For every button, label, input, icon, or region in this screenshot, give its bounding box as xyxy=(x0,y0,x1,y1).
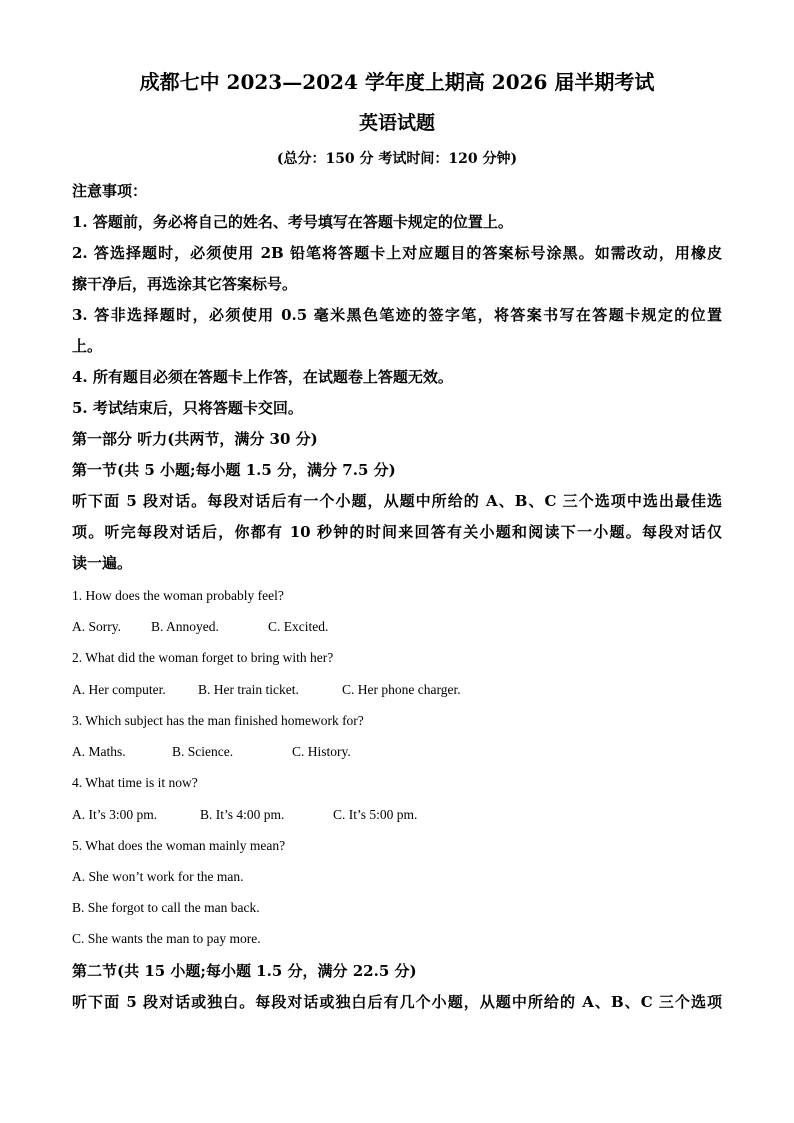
note-item-5: 5. 考试结束后，只将答题卡交回。 xyxy=(72,399,303,417)
section2-heading: 第二节(共 15 小题;每小题 1.5 分，满分 22.5 分) xyxy=(72,962,417,980)
notes-heading: 注意事项： xyxy=(72,182,148,200)
note-item-3-line-2: 上。 xyxy=(72,337,103,355)
part1-heading: 第一部分 听力(共两节，满分 30 分) xyxy=(72,430,318,448)
note-item-2-line-1: 2. 答选择题时，必须使用 2B 铅笔将答题卡上对应题目的答案标号涂黑。如需改动，用橡皮 xyxy=(72,244,722,262)
question-5-option-b: B. She forgot to call the man back. xyxy=(72,900,260,915)
note-item-2-line-2: 擦干净后，再选涂其它答案标号。 xyxy=(72,275,298,293)
question-4-option-b: B. It’s 4:00 pm. xyxy=(200,807,285,822)
question-4: 4. What time is it now? xyxy=(72,775,198,790)
question-3-option-b: B. Science. xyxy=(172,744,234,759)
section1-instruction-line-2: 项。听完每段对话后，你都有 10 秒钟的时间来回答有关小题和阅读下一小题。每段对话仅 xyxy=(72,523,722,541)
question-2-option-b: B. Her train ticket. xyxy=(198,682,299,697)
exam-meta: (总分：150 分 考试时间：120 分钟) xyxy=(276,151,518,167)
note-item-1: 1. 答题前，务必将自己的姓名、考号填写在答题卡规定的位置上。 xyxy=(72,213,513,231)
question-1: 1. How does the woman probably feel? xyxy=(72,588,284,603)
question-2-option-a: A. Her computer. xyxy=(72,682,166,697)
note-item-4: 4. 所有题目必须在答题卡上作答，在试题卷上答题无效。 xyxy=(72,368,453,386)
question-2: 2. What did the woman forget to bring with her? xyxy=(72,650,334,665)
question-1-option-b: B. Annoyed. xyxy=(151,619,219,634)
question-3-option-a: A. Maths. xyxy=(72,744,126,759)
section1-instruction-line-1: 听下面 5 段对话。每段对话后有一个小题，从题中所给的 A、B、C 三个选项中选出最佳选 xyxy=(72,492,722,510)
question-1-option-a: A. Sorry. xyxy=(72,619,121,634)
question-4-option-c: C. It’s 5:00 pm. xyxy=(333,807,418,822)
question-5-option-a: A. She won’t work for the man. xyxy=(72,869,244,884)
question-5: 5. What does the woman mainly mean? xyxy=(72,838,286,853)
exam-subtitle: 英语试题 xyxy=(358,112,435,134)
question-2-option-c: C. Her phone charger. xyxy=(342,682,461,697)
note-item-3-line-1: 3. 答非选择题时，必须使用 0.5 毫米黑色笔迹的签字笔，将答案书写在答题卡规定的位置 xyxy=(72,306,722,324)
section1-instruction-line-3: 读一遍。 xyxy=(72,554,133,572)
question-3-option-c: C. History. xyxy=(292,744,351,759)
section2-instruction-line-1: 听下面 5 段对话或独白。每段对话或独白后有几个小题，从题中所给的 A、B、C 三个选项 xyxy=(72,993,722,1011)
question-1-option-c: C. Excited. xyxy=(268,619,329,634)
question-3: 3. Which subject has the man finished homework for? xyxy=(72,713,364,728)
exam-title: 成都七中 2023—2024 学年度上期高 2026 届半期考试 xyxy=(139,70,655,94)
question-4-option-a: A. It’s 3:00 pm. xyxy=(72,807,158,822)
question-5-option-c: C. She wants the man to pay more. xyxy=(72,931,261,946)
section1-heading: 第一节(共 5 小题;每小题 1.5 分，满分 7.5 分) xyxy=(72,461,396,479)
